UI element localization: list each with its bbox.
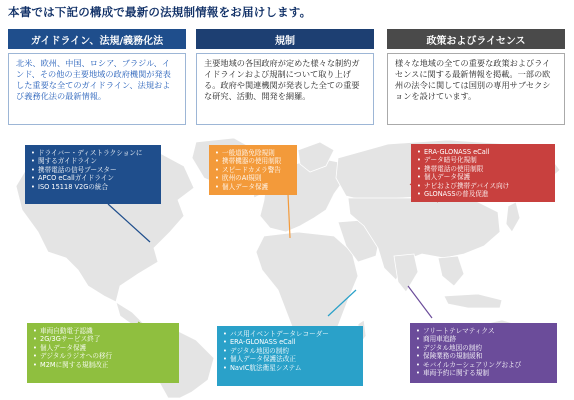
callout-item: • 携帯電話の信号ブースター [31, 166, 156, 174]
callout-usa [25, 145, 161, 204]
callout-china [27, 323, 179, 383]
callout-item: • APCO eCallガイドライン [31, 174, 156, 182]
callout-item: • デジタルラジオへの移行 [33, 352, 174, 360]
callout-item: • GLONASSの普及促進 [417, 190, 550, 198]
india-shape [394, 254, 418, 292]
callout-item: • フリートテレマティクス [416, 327, 552, 335]
callout-item: • 個人データ保護 [33, 344, 174, 352]
callout-item: • デジタル地図の制約 [223, 347, 358, 355]
callout-item: • データ暗号化規制 [417, 156, 550, 164]
column-header-policies: 政策およびライセンス [387, 29, 565, 49]
southeast-asia-shape [438, 256, 464, 286]
callout-item: • 個人データ保護法改正 [223, 355, 358, 363]
callout-item: • 2G/3Gサービス終了 [33, 335, 174, 343]
callout-item: • モバイルカーシェアリングおよび [416, 361, 552, 369]
callout-item: • ナビおよび携帯デバイス向け [417, 182, 550, 190]
callout-item: • デジタル地図の制約 [416, 344, 552, 352]
column-header-regulations: 規制 [196, 29, 374, 49]
callout-item: • ERA-GLONASS eCall [417, 148, 550, 156]
callout-japan [217, 326, 363, 386]
callout-item: • ERA-GLONASS eCall [223, 338, 358, 346]
callout-item: • NavIC航法衛星システム [223, 364, 358, 372]
callout-item: • 個人データ保護 [417, 173, 550, 181]
page-headline: 本書では下記の構成で最新の法規制情報をお届けします。 [8, 5, 312, 19]
column-body-policies: 様々な地域の全ての重要な政策およびライセンスに関する最新情報を掲載。一部の欧州の法令に関しては国別の専用サブセクションを設けています。 [387, 53, 565, 125]
callout-item: • 車両自動電子認識 [33, 327, 174, 335]
connector-india [408, 286, 432, 318]
callout-item: • ISO 15118 V2Gの統合 [31, 183, 156, 191]
callout-item: • 関するガイドライン [31, 157, 156, 165]
callout-item: • 車両予約に関する規制 [416, 369, 552, 377]
callout-item: • スピードカメラ警告 [215, 166, 292, 174]
callout-india [410, 323, 557, 383]
column-header-guidelines: ガイドライン、法規/義務化法 [8, 29, 186, 49]
callout-item: • M2Mに関する規制改正 [33, 361, 174, 369]
callout-item: • バス用イベントデータレコーダー [223, 330, 358, 338]
callout-item: • 保険業務の規制緩和 [416, 352, 552, 360]
callout-item: • 携帯電話の使用制限 [417, 165, 550, 173]
callout-item: • 一般道路免除規則 [215, 149, 292, 157]
column-body-regulations: 主要地域の各国政府が定めた様々な制約ガイドラインおよび規制について取り上げる。政府や関連機関が発表した全ての重要な研究、活動、開発を網羅。 [196, 53, 374, 125]
callout-item: • 携帯機器の使用制限 [215, 157, 292, 165]
callout-item: • ドライバー・ディストラクションに [31, 149, 156, 157]
callout-europe [209, 145, 297, 195]
indonesia-shape [444, 294, 502, 308]
callout-item: • 欧州のAI規則 [215, 174, 292, 182]
callout-item: • 商用車追跡 [416, 335, 552, 343]
callout-russia [411, 144, 555, 202]
callout-item: • 個人データ保護 [215, 183, 292, 191]
column-body-guidelines: 北米、欧州、中国、ロシア、ブラジル、インド、その他の主要地域の政府機関が発表した重要な全てのガイドライン、法規および義務化法の最新情報。 [8, 53, 186, 125]
japan-shape [506, 202, 520, 232]
